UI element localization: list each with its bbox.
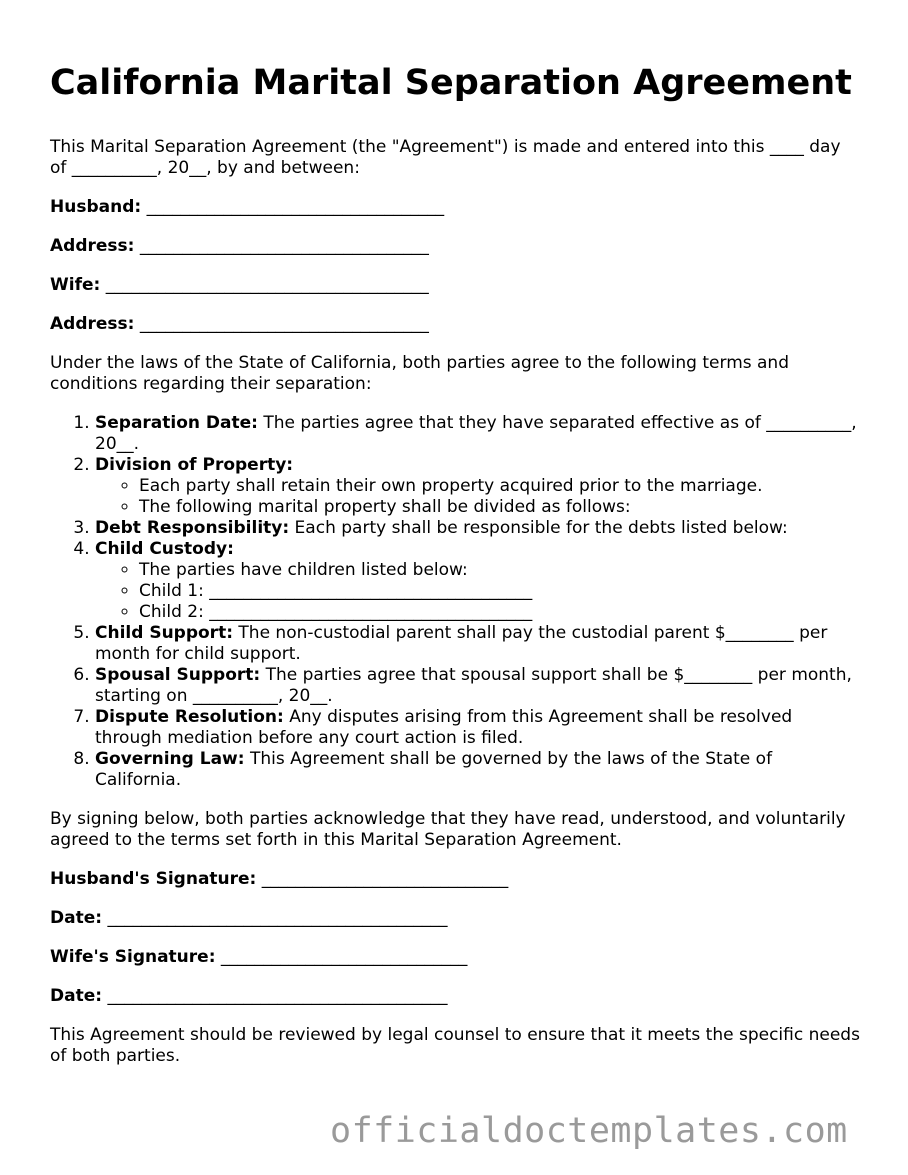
children-sublist [95,560,862,623]
term-heading: Division of Property: [95,455,294,475]
term-heading: Separation Date: [95,413,258,433]
term-heading: Child Custody: [95,539,234,559]
term-text: The parties agree that they have separated effective as of __________, 20__. [95,413,857,454]
term-heading: Debt Responsibility: [95,518,290,538]
term-text: Any disputes arising from this Agreement shall be resolved through mediation before any court action is filed. [95,707,793,748]
wife-blank: ______________________________________ [105,275,429,295]
husband-address-blank: __________________________________ [139,236,429,256]
term-child-support [95,623,862,665]
husband-label: Husband: [50,197,142,217]
term-text: Each party shall be responsible for the debts listed below: [289,518,788,538]
term-text: The non-custodial parent shall pay the custodial parent $________ per month for child support. [95,623,828,664]
wife-date-field [50,986,862,1007]
closing-paragraph: This Agreement should be reviewed by legal counsel to ensure that it meets the specific needs of both parties. [50,1025,860,1066]
term-text: This Agreement shall be governed by the laws of the State of California. [95,749,773,790]
property-sublist [95,476,862,518]
list-item: ◦ The following marital property shall be divided as follows: [139,497,862,518]
wife-address-label: Address: [50,314,135,334]
wife-signature-label: Wife's Signature: [50,947,216,967]
husband-signature-label: Husband's Signature: [50,869,257,889]
wife-address-field [50,314,862,335]
wife-signature-blank: _____________________________ [220,947,468,967]
term-separation-date [95,413,862,455]
husband-date-label: Date: [50,908,103,928]
term-governing-law [95,749,862,791]
term-heading: Dispute Resolution: [95,707,284,727]
wife-address-blank: __________________________________ [139,314,429,334]
intro-paragraph: This Marital Separation Agreement (the "Agreement") is made and entered into this ____ day of __________, 20__, by and between: [50,137,841,178]
husband-address-label: Address: [50,236,135,256]
terms-list [50,413,862,791]
husband-date-blank: ________________________________________ [107,908,448,928]
list-item: ◦ Each party shall retain their own property acquired prior to the marriage. [139,476,862,497]
watermark: officialdoctemplates.com [330,1111,848,1151]
term-heading: Spousal Support: [95,665,261,685]
wife-date-blank: ________________________________________ [107,986,448,1006]
husband-date-field [50,908,862,929]
list-item: ◦ The parties have children listed below: [139,560,862,581]
document-page [50,62,862,1085]
wife-label: Wife: [50,275,101,295]
list-item: ◦ Child 2: ______________________________________ [139,602,862,623]
terms-intro-paragraph: Under the laws of the State of California, both parties agree to the following terms and conditions regarding their separation: [50,353,789,394]
term-dispute-resolution [95,707,862,749]
term-debt-responsibility [95,518,862,539]
wife-signature-field [50,947,862,968]
term-text: The parties agree that spousal support shall be $________ per month, starting on __________, 20__. [95,665,852,706]
husband-signature-blank: _____________________________ [261,869,509,889]
wife-date-label: Date: [50,986,103,1006]
husband-address-field [50,236,862,257]
wife-field [50,275,862,296]
husband-signature-field [50,869,862,890]
husband-blank: ___________________________________ [146,197,445,217]
term-division-of-property [95,455,862,518]
acknowledgement-paragraph: By signing below, both parties acknowledge that they have read, understood, and voluntarily agreed to the terms set forth in this Marital Separation Agreement. [50,809,846,850]
term-spousal-support [95,665,862,707]
husband-field [50,197,862,218]
list-item: ◦ Child 1: ______________________________________ [139,581,862,602]
term-heading: Governing Law: [95,749,245,769]
term-child-custody [95,539,862,623]
term-heading: Child Support: [95,623,233,643]
document-title: California Marital Separation Agreement [50,63,852,103]
